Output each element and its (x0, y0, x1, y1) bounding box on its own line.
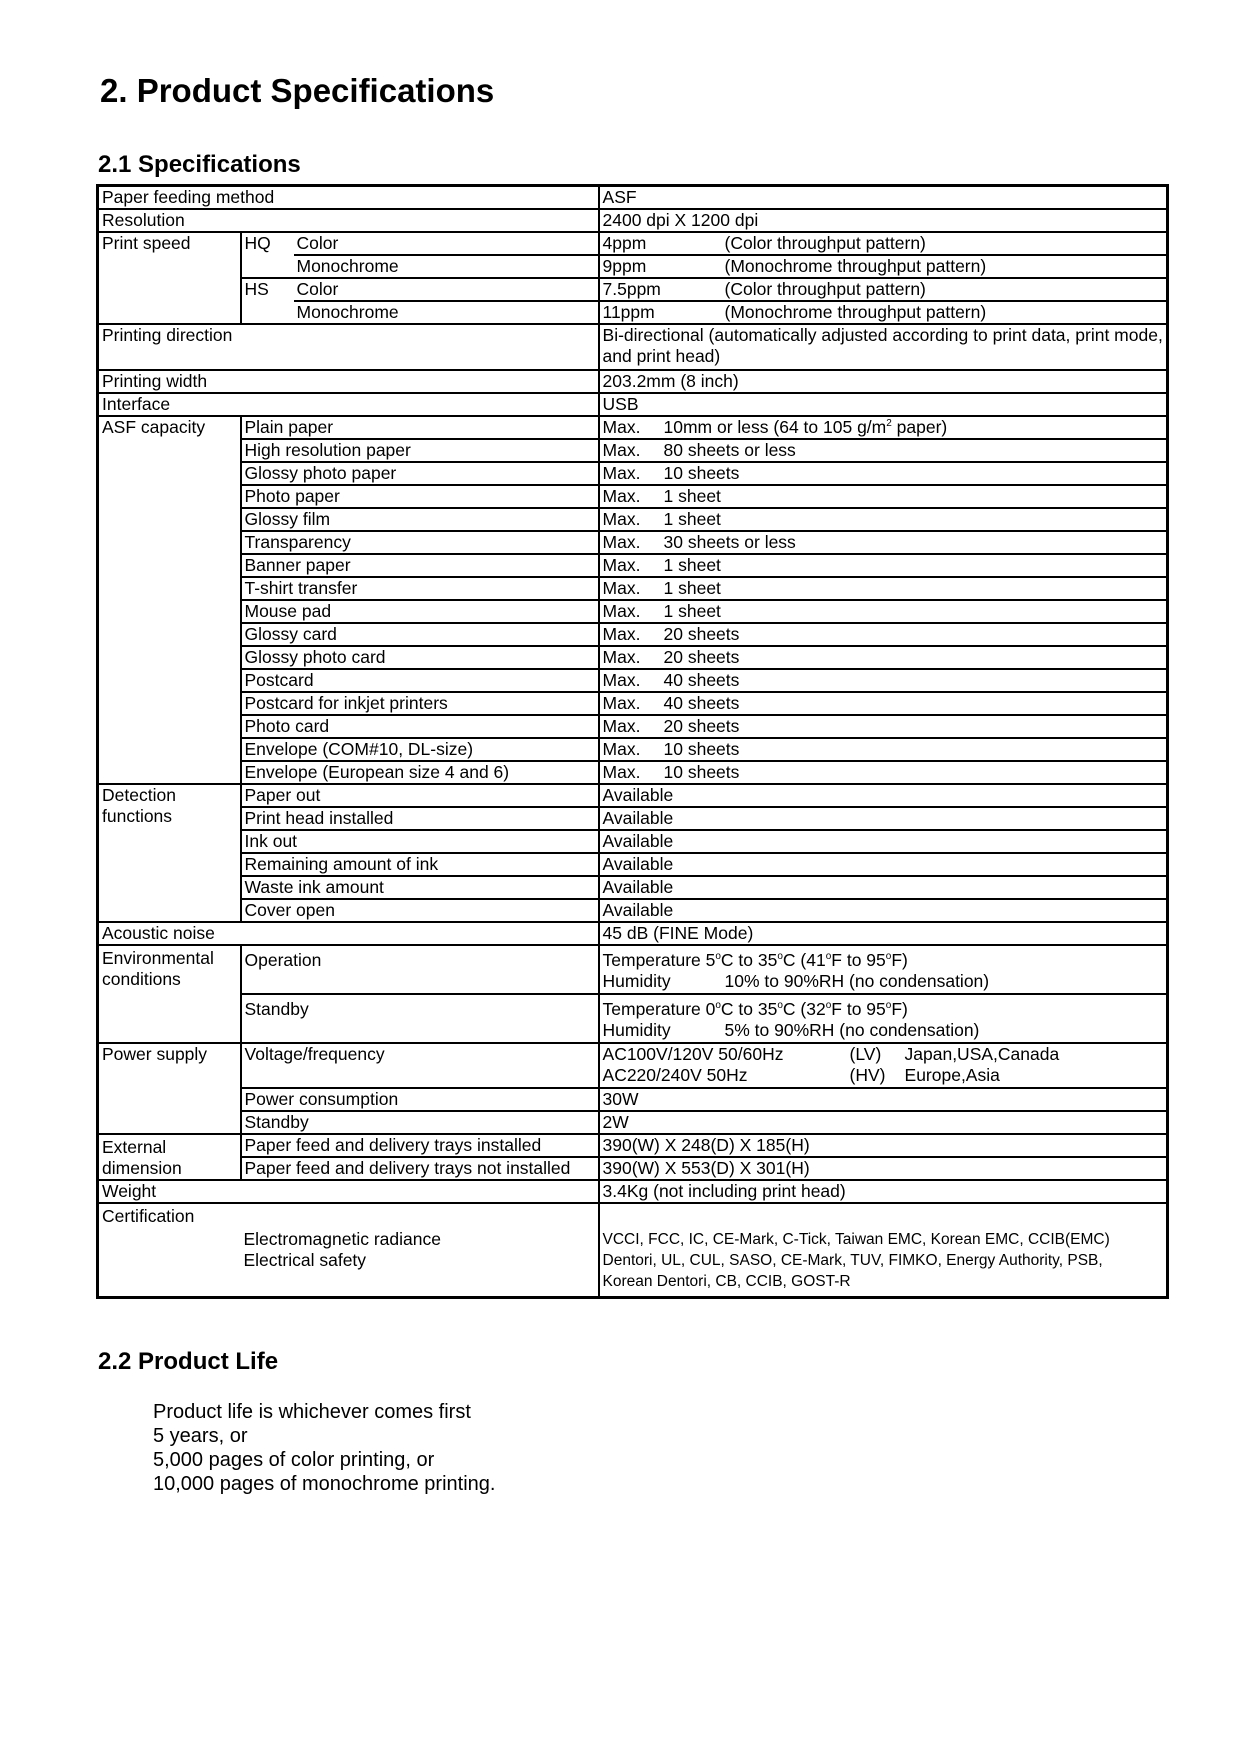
spec-value (599, 255, 1168, 278)
spec-value (599, 945, 1168, 994)
degree-sign: o (777, 1000, 783, 1012)
capacity-value: 40 sheets (663, 693, 740, 713)
spec-value (599, 623, 1168, 646)
power-voltage: AC100V/120V 50/60Hz (602, 1044, 784, 1064)
spec-value: 390(W) X 553(D) X 301(H) (599, 1157, 1168, 1180)
power-class: (LV) (849, 1044, 882, 1064)
capacity-value: 40 sheets (663, 670, 740, 690)
media-name: Postcard (241, 669, 599, 692)
condition-label: Standby (241, 994, 599, 1043)
media-name: Envelope (European size 4 and 6) (241, 761, 599, 784)
speed-value: 4ppm (602, 233, 647, 253)
media-name: Mouse pad (241, 600, 599, 623)
table-row (98, 1111, 1168, 1134)
spec-value (599, 715, 1168, 738)
humidity-line (603, 971, 1167, 992)
temp-part: F to 95 (831, 999, 886, 1019)
spec-value: Available (599, 807, 1168, 830)
certification-labels (241, 1203, 599, 1297)
table-row (98, 669, 1168, 692)
label-line: functions (102, 806, 173, 826)
life-line: 5 years, or (153, 1425, 248, 1447)
temperature-line (603, 950, 1167, 971)
capacity-value: 10 sheets (663, 762, 740, 782)
table-row (98, 784, 1168, 807)
spec-label: Resolution (98, 209, 599, 232)
max-label: Max. (602, 624, 641, 644)
spec-value: 203.2mm (8 inch) (599, 370, 1168, 393)
spec-label: Power supply (98, 1043, 241, 1134)
table-row (98, 876, 1168, 899)
max-label: Max. (602, 601, 641, 621)
speed-value: 11ppm (602, 302, 655, 322)
detection-name: Print head installed (241, 807, 599, 830)
table-row (98, 1203, 1168, 1297)
table-row (98, 738, 1168, 761)
table-row (98, 324, 1168, 370)
life-line: Product life is whichever comes first (153, 1401, 471, 1423)
spec-value (599, 646, 1168, 669)
capacity-value: 1 sheet (663, 486, 721, 506)
spec-value (599, 600, 1168, 623)
temperature-line (603, 999, 1167, 1020)
power-label: Voltage/frequency (241, 1043, 599, 1088)
section-heading-specifications: 2.1 Specifications (98, 151, 301, 178)
degree-sign: o (885, 951, 892, 963)
humidity-label: Humidity (602, 1020, 671, 1040)
capacity-value: 30 sheets or less (663, 532, 796, 552)
page-title: 2. Product Specifications (100, 72, 495, 109)
temp-part: C to 35 (720, 950, 778, 970)
spec-value: Bi-directional (automatically adjusted according to print data, print mode, and print head) (599, 324, 1168, 370)
sub-label: Monochrome (294, 301, 599, 324)
max-label: Max. (602, 762, 641, 782)
spec-label: Printing width (98, 370, 599, 393)
power-voltage: AC220/240V 50Hz (602, 1065, 748, 1085)
spec-value (599, 232, 1168, 255)
spec-value: 3.4Kg (not including print head) (599, 1180, 1168, 1203)
power-region: Europe,Asia (904, 1065, 1000, 1085)
humidity-value: 5% to 90%RH (no condensation) (724, 1020, 980, 1040)
label-line: External (102, 1137, 167, 1157)
speed-note: (Monochrome throughput pattern) (724, 302, 987, 322)
speed-note: (Color throughput pattern) (724, 279, 926, 299)
label-line: dimension (102, 1158, 182, 1178)
spec-value: Available (599, 830, 1168, 853)
table-row (98, 393, 1168, 416)
degree-sign: o (825, 951, 832, 963)
spec-value (599, 1043, 1168, 1088)
spec-value (599, 485, 1168, 508)
superscript: 2 (886, 418, 892, 430)
sub-label: Monochrome (294, 255, 599, 278)
capacity-value: 10mm or less (64 to 105 g/m (663, 417, 887, 437)
capacity-value: 20 sheets (663, 624, 740, 644)
max-label: Max. (602, 555, 641, 575)
speed-value: 7.5ppm (602, 279, 661, 299)
spec-value: Available (599, 784, 1168, 807)
spec-value (599, 1203, 1168, 1297)
table-row (98, 899, 1168, 922)
specifications-table (96, 184, 1169, 1299)
certification-item: Electromagnetic radiance (243, 1229, 441, 1249)
table-row (98, 600, 1168, 623)
degree-sign: o (715, 1000, 721, 1012)
media-name: Plain paper (241, 416, 599, 439)
table-row (98, 1180, 1168, 1203)
capacity-value: 20 sheets (663, 716, 740, 736)
max-label: Max. (602, 532, 641, 552)
spec-label: Printing direction (98, 324, 599, 370)
temp-part: F to 95 (831, 950, 886, 970)
spec-label (98, 784, 241, 922)
capacity-value: 10 sheets (663, 739, 740, 759)
degree-sign: o (715, 951, 721, 963)
condition-label: Operation (241, 945, 599, 994)
table-row (98, 994, 1168, 1043)
capacity-value: 1 sheet (663, 601, 721, 621)
spec-label: Print speed (98, 232, 241, 324)
table-row (98, 186, 1168, 210)
table-row (98, 646, 1168, 669)
spec-value: 30W (599, 1088, 1168, 1111)
degree-sign: o (885, 1000, 892, 1012)
table-row (98, 232, 1168, 255)
mode-hq: HQ (241, 232, 294, 278)
life-line: 10,000 pages of monochrome printing. (153, 1473, 496, 1495)
table-row (98, 439, 1168, 462)
spec-value (599, 669, 1168, 692)
media-name: Envelope (COM#10, DL-size) (241, 738, 599, 761)
media-name: Glossy photo card (241, 646, 599, 669)
table-row (98, 830, 1168, 853)
spec-value (599, 994, 1168, 1043)
spec-value: Available (599, 899, 1168, 922)
table-row (98, 278, 1168, 301)
capacity-value: 20 sheets (663, 647, 740, 667)
detection-name: Ink out (241, 830, 599, 853)
temp-part: 5 (705, 950, 716, 970)
spec-value: 2W (599, 1111, 1168, 1134)
detection-name: Paper out (241, 784, 599, 807)
dimension-label: Paper feed and delivery trays installed (241, 1134, 599, 1157)
spec-value (599, 416, 1168, 439)
detection-name: Cover open (241, 899, 599, 922)
table-row (98, 945, 1168, 994)
product-life-text (153, 1400, 495, 1496)
dimension-label: Paper feed and delivery trays not installed (241, 1157, 599, 1180)
certification-line: VCCI, FCC, IC, CE-Mark, C-Tick, Taiwan EMC, Korean EMC, CCIB(EMC) (602, 1231, 1110, 1248)
label-line: Environmental (102, 948, 214, 968)
speed-note: (Monochrome throughput pattern) (724, 256, 987, 276)
max-label: Max. (602, 417, 641, 437)
temp-part: 0 (705, 999, 716, 1019)
media-name: Glossy card (241, 623, 599, 646)
max-label: Max. (602, 578, 641, 598)
speed-value: 9ppm (602, 256, 647, 276)
table-row (98, 761, 1168, 784)
power-region: Japan,USA,Canada (904, 1044, 1060, 1064)
capacity-value: 1 sheet (663, 555, 721, 575)
media-name: Photo card (241, 715, 599, 738)
table-row (98, 462, 1168, 485)
temperature-label: Temperature (602, 950, 706, 970)
humidity-value: 10% to 90%RH (no condensation) (724, 971, 990, 991)
spec-value (599, 508, 1168, 531)
media-name: Banner paper (241, 554, 599, 577)
spec-value (599, 577, 1168, 600)
spec-value (599, 278, 1168, 301)
table-row (98, 1134, 1168, 1157)
spec-value: 45 dB (FINE Mode) (599, 922, 1168, 945)
sub-label: Color (294, 278, 599, 301)
section-heading-product-life: 2.2 Product Life (98, 1348, 279, 1375)
table-row (98, 508, 1168, 531)
spec-label: Weight (98, 1180, 599, 1203)
capacity-value: 10 sheets (663, 463, 740, 483)
table-row (98, 715, 1168, 738)
media-name: Photo paper (241, 485, 599, 508)
table-row (98, 554, 1168, 577)
spec-value (599, 692, 1168, 715)
temp-part: C (41 (782, 950, 826, 970)
speed-note: (Color throughput pattern) (724, 233, 926, 253)
table-row (98, 692, 1168, 715)
media-name: Postcard for inkjet printers (241, 692, 599, 715)
table-row (98, 623, 1168, 646)
power-line (603, 1065, 1167, 1086)
humidity-label: Humidity (602, 971, 671, 991)
spec-value (599, 301, 1168, 324)
degree-sign: o (777, 951, 783, 963)
certification-line: Dentori, UL, CUL, SASO, CE-Mark, TUV, FIMKO, Energy Authority, PSB, (602, 1252, 1103, 1269)
spec-value (599, 439, 1168, 462)
spec-value (599, 531, 1168, 554)
table-row (98, 531, 1168, 554)
capacity-value: 1 sheet (663, 509, 721, 529)
power-label: Standby (241, 1111, 599, 1134)
power-class: (HV) (849, 1065, 886, 1085)
media-name: Glossy film (241, 508, 599, 531)
capacity-value-suffix: paper) (891, 417, 948, 437)
label-line: conditions (102, 969, 181, 989)
media-name: Glossy photo paper (241, 462, 599, 485)
table-row (98, 1043, 1168, 1088)
spec-value: Available (599, 853, 1168, 876)
spec-label: Certification (98, 1203, 241, 1297)
temp-part: C to 35 (720, 999, 778, 1019)
spec-value (599, 554, 1168, 577)
sub-label: Color (294, 232, 599, 255)
spec-value: 2400 dpi X 1200 dpi (599, 209, 1168, 232)
max-label: Max. (602, 440, 641, 460)
capacity-value: 1 sheet (663, 578, 721, 598)
max-label: Max. (602, 486, 641, 506)
spec-label: Paper feeding method (98, 186, 599, 210)
spec-value (599, 761, 1168, 784)
spec-value (599, 738, 1168, 761)
spec-label (98, 1134, 241, 1180)
certification-item: Electrical safety (243, 1250, 367, 1270)
spec-value: USB (599, 393, 1168, 416)
table-row (98, 853, 1168, 876)
spec-value: Available (599, 876, 1168, 899)
spec-label: ASF capacity (98, 416, 241, 784)
media-name: T-shirt transfer (241, 577, 599, 600)
detection-name: Waste ink amount (241, 876, 599, 899)
spec-label (98, 945, 241, 1043)
spec-value (599, 462, 1168, 485)
max-label: Max. (602, 693, 641, 713)
degree-sign: o (825, 1000, 832, 1012)
max-label: Max. (602, 509, 641, 529)
spec-label: Acoustic noise (98, 922, 599, 945)
table-row (98, 577, 1168, 600)
life-line: 5,000 pages of color printing, or (153, 1449, 435, 1471)
max-label: Max. (602, 463, 641, 483)
table-row (98, 209, 1168, 232)
table-row (98, 1157, 1168, 1180)
table-row (98, 807, 1168, 830)
max-label: Max. (602, 670, 641, 690)
temperature-label: Temperature (602, 999, 706, 1019)
capacity-value: 80 sheets or less (663, 440, 796, 460)
spec-value: 390(W) X 248(D) X 185(H) (599, 1134, 1168, 1157)
max-label: Max. (602, 739, 641, 759)
media-name: High resolution paper (241, 439, 599, 462)
media-name: Transparency (241, 531, 599, 554)
power-line (603, 1044, 1167, 1065)
power-label: Power consumption (241, 1088, 599, 1111)
max-label: Max. (602, 716, 641, 736)
temp-part: F) (891, 950, 908, 970)
humidity-line (603, 1020, 1167, 1041)
spec-value: ASF (599, 186, 1168, 210)
spec-label: Interface (98, 393, 599, 416)
certification-line: Korean Dentori, CB, CCIB, GOST-R (602, 1273, 851, 1290)
table-row (98, 1088, 1168, 1111)
temp-part: C (32 (782, 999, 826, 1019)
table-row (98, 416, 1168, 439)
temp-part: F) (891, 999, 908, 1019)
table-row (98, 485, 1168, 508)
max-label: Max. (602, 647, 641, 667)
detection-name: Remaining amount of ink (241, 853, 599, 876)
mode-hs: HS (241, 278, 294, 324)
label-line: Detection (102, 785, 176, 805)
table-row (98, 370, 1168, 393)
table-row (98, 922, 1168, 945)
